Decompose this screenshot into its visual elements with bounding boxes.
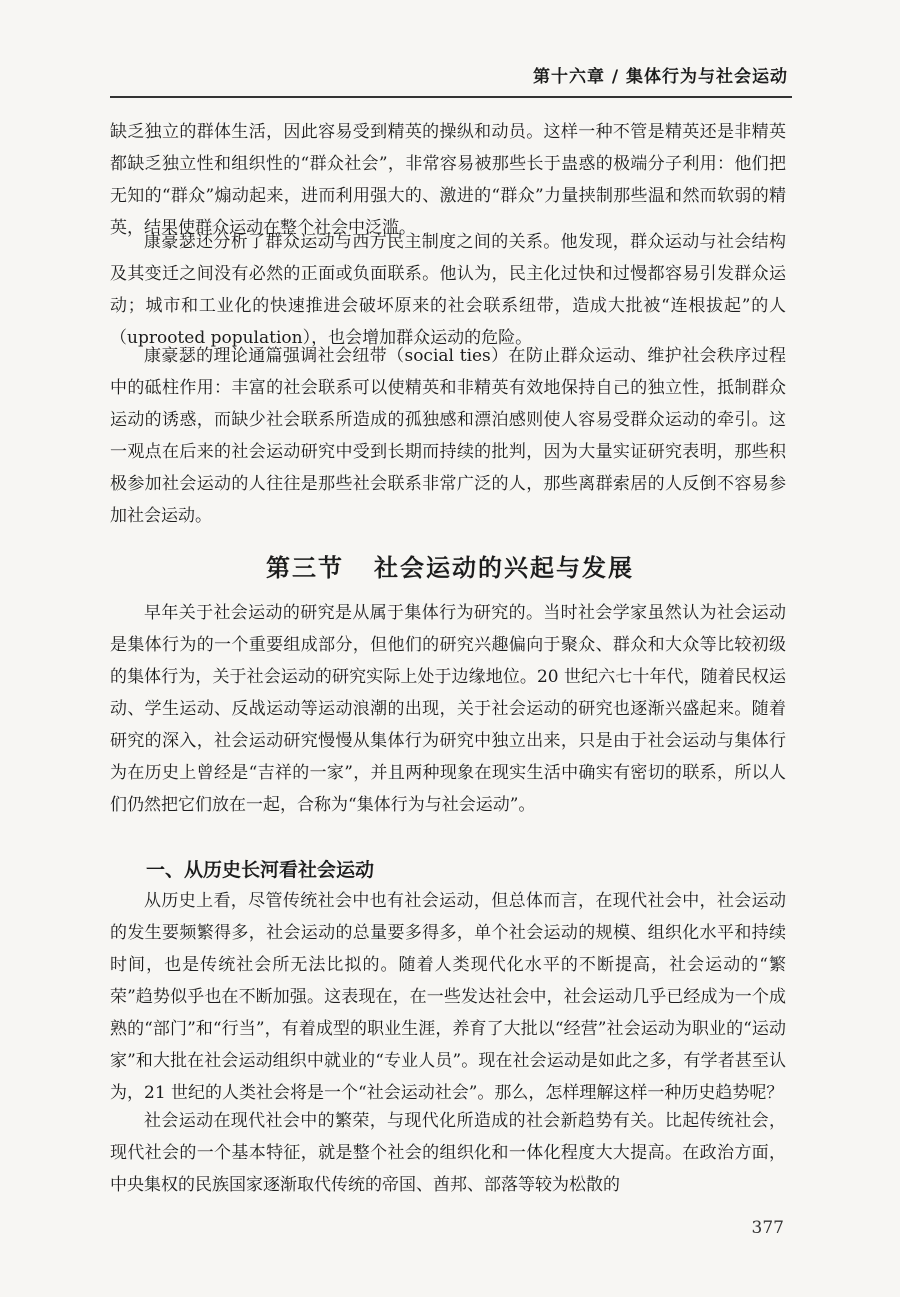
paragraph [110,1105,786,1201]
section-title: 社会运动的兴起与发展 [374,554,634,582]
header-rule [110,96,792,98]
paragraph-text: 社会运动在现代社会中的繁荣，与现代化所造成的社会新趋势有关。比起传统社会，现代社会的一个基本特征，就是整个社会的组织化和一体化程度大大提高。在政治方面，中央集权的民族国家逐渐取代传统的帝国、酋邦、部落等较为松散的 [110,1111,786,1195]
paragraph [110,116,786,244]
paragraph [110,340,786,532]
paragraph [110,597,786,821]
paragraph [110,885,786,1109]
running-header: 第十六章 / 集体行为与社会运动 [532,67,788,87]
paragraph-text: 缺乏独立的群体生活，因此容易受到精英的操纵和动员。这样一种不管是精英还是非精英都缺乏独立性和组织性的“群众社会”，非常容易被那些长于蛊惑的极端分子利用：他们把无知的“群众”煽动起来，进而利用强大的、激进的“群众”力量挟制那些温和然而软弱的精英，结果使群众运动在整个社会中泛滥。 [110,122,786,238]
paragraph-text: 康豪瑟还分析了群众运动与西方民主制度之间的关系。他发现，群众运动与社会结构及其变迁之间没有必然的正面或负面联系。他认为，民主化过快和过慢都容易引发群众运动；城市和工业化的快速推进会破坏原来的社会联系纽带，造成大批被“连根拔起”的人（uprooted population），也会增加群众运动的危险。 [110,232,786,348]
subsection-heading: 一、从历史长河看社会运动 [146,859,375,881]
paragraph-text: 从历史上看，尽管传统社会中也有社会运动，但总体而言，在现代社会中，社会运动的发生要频繁得多，社会运动的总量要多得多，单个社会运动的规模、组织化水平和持续时间，也是传统社会所无法比拟的。随着人类现代化水平的不断提高，社会运动的“繁荣”趋势似乎也在不断加强。这表现在，在一些发达社会中，社会运动几乎已经成为一个成熟的“部门”和“行当”，有着成型的职业生涯，养育了大批以“经营”社会运动为职业的“运动家”和大批在社会运动组织中就业的“专业人员”。现在社会运动是如此之多，有学者甚至认为，21 世纪的人类社会将是一个“社会运动社会”。那么，怎样理解这样一种历史趋势呢？ [110,891,786,1103]
page-number: 377 [751,1218,784,1238]
paragraph-text: 康豪瑟的理论通篇强调社会纽带（social ties）在防止群众运动、维护社会秩序过程中的砥柱作用：丰富的社会联系可以使精英和非精英有效地保持自己的独立性，抵制群众运动的诱惑，而缺少社会联系所造成的孤独感和漂泊感则使人容易受群众运动的牵引。这一观点在后来的社会运动研究中受到长期而持续的批判，因为大量实证研究表明，那些积极参加社会运动的人往往是那些社会联系非常广泛的人，那些离群索居的人反倒不容易参加社会运动。 [110,346,786,526]
paragraph-text: 早年关于社会运动的研究是从属于集体行为研究的。当时社会学家虽然认为社会运动是集体行为的一个重要组成部分，但他们的研究兴趣偏向于聚众、群众和大众等比较初级的集体行为，关于社会运动的研究实际上处于边缘地位。20 世纪六七十年代，随着民权运动、学生运动、反战运动等运动浪潮的出现，关于社会运动的研究也逐渐兴盛起来。随着研究的深入，社会运动研究慢慢从集体行为研究中独立出来，只是由于社会运动与集体行为在历史上曾经是“吉祥的一家”，并且两种现象在现实生活中确实有密切的联系，所以人们仍然把它们放在一起，合称为“集体行为与社会运动”。 [110,603,786,815]
paragraph [110,226,786,354]
section-number: 第三节 [266,554,344,582]
section-heading [0,548,900,583]
